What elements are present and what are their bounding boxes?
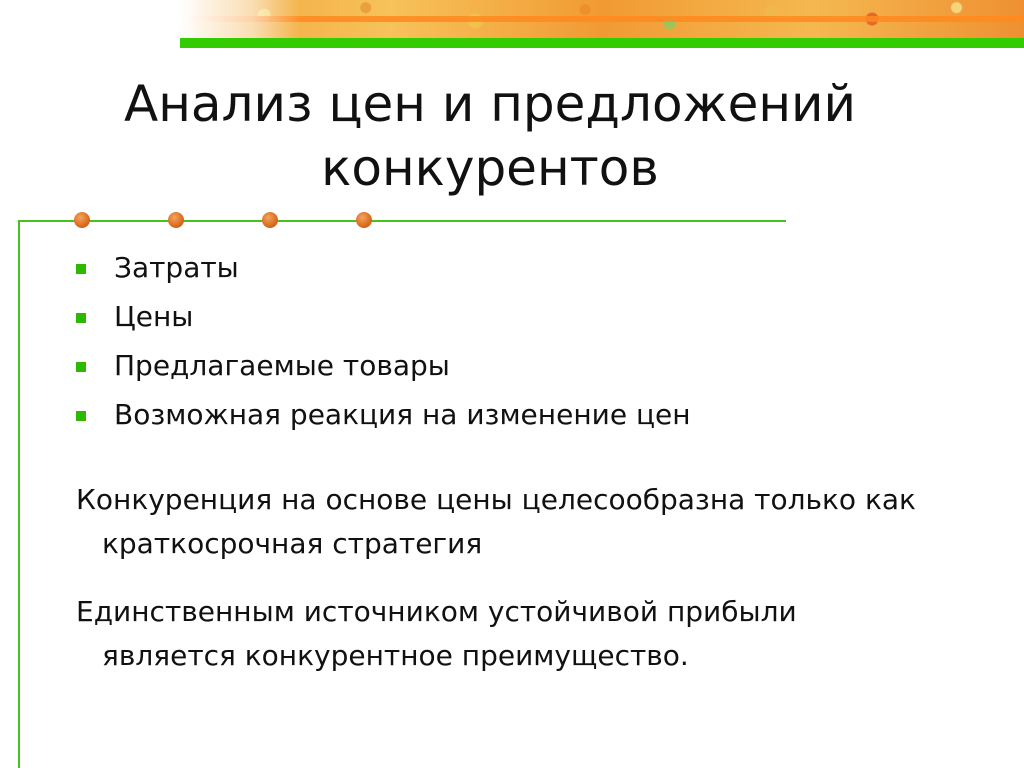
decorative-dot-icon — [74, 212, 90, 228]
bullet-list — [76, 250, 691, 446]
square-bullet-icon — [76, 362, 86, 372]
paragraph-price-competition — [76, 478, 976, 566]
square-bullet-icon — [76, 264, 86, 274]
decorative-dot-icon — [356, 212, 372, 228]
paragraph-line: Конкуренция на основе цены целесообразна только как — [76, 483, 916, 516]
paragraph-line: является конкурентное преимущество. — [102, 639, 689, 672]
divider-horizontal — [18, 220, 786, 222]
list-item — [76, 299, 691, 348]
list-item — [76, 250, 691, 299]
title-line-2: конкурентов — [321, 139, 659, 197]
divider-vertical — [18, 220, 20, 768]
slide-title — [60, 72, 920, 200]
square-bullet-icon — [76, 313, 86, 323]
bullet-text: Возможная реакция на изменение цен — [114, 398, 691, 431]
title-line-1: Анализ цен и предложений — [123, 75, 857, 133]
paragraph-line: Единственным источником устойчивой прибыли — [76, 595, 797, 628]
list-item — [76, 397, 691, 446]
paragraph-competitive-advantage — [76, 590, 976, 678]
decorative-dot-icon — [168, 212, 184, 228]
bullet-text: Цены — [114, 300, 194, 333]
bullet-text: Затраты — [114, 251, 239, 284]
square-bullet-icon — [76, 411, 86, 421]
banner-fade — [180, 0, 300, 38]
decorative-dot-icon — [262, 212, 278, 228]
banner-orange-strip — [180, 16, 1024, 22]
paragraph-line: краткосрочная стратегия — [102, 527, 483, 560]
bullet-text: Предлагаемые товары — [114, 349, 450, 382]
list-item — [76, 348, 691, 397]
banner-green-stripe — [180, 38, 1024, 48]
